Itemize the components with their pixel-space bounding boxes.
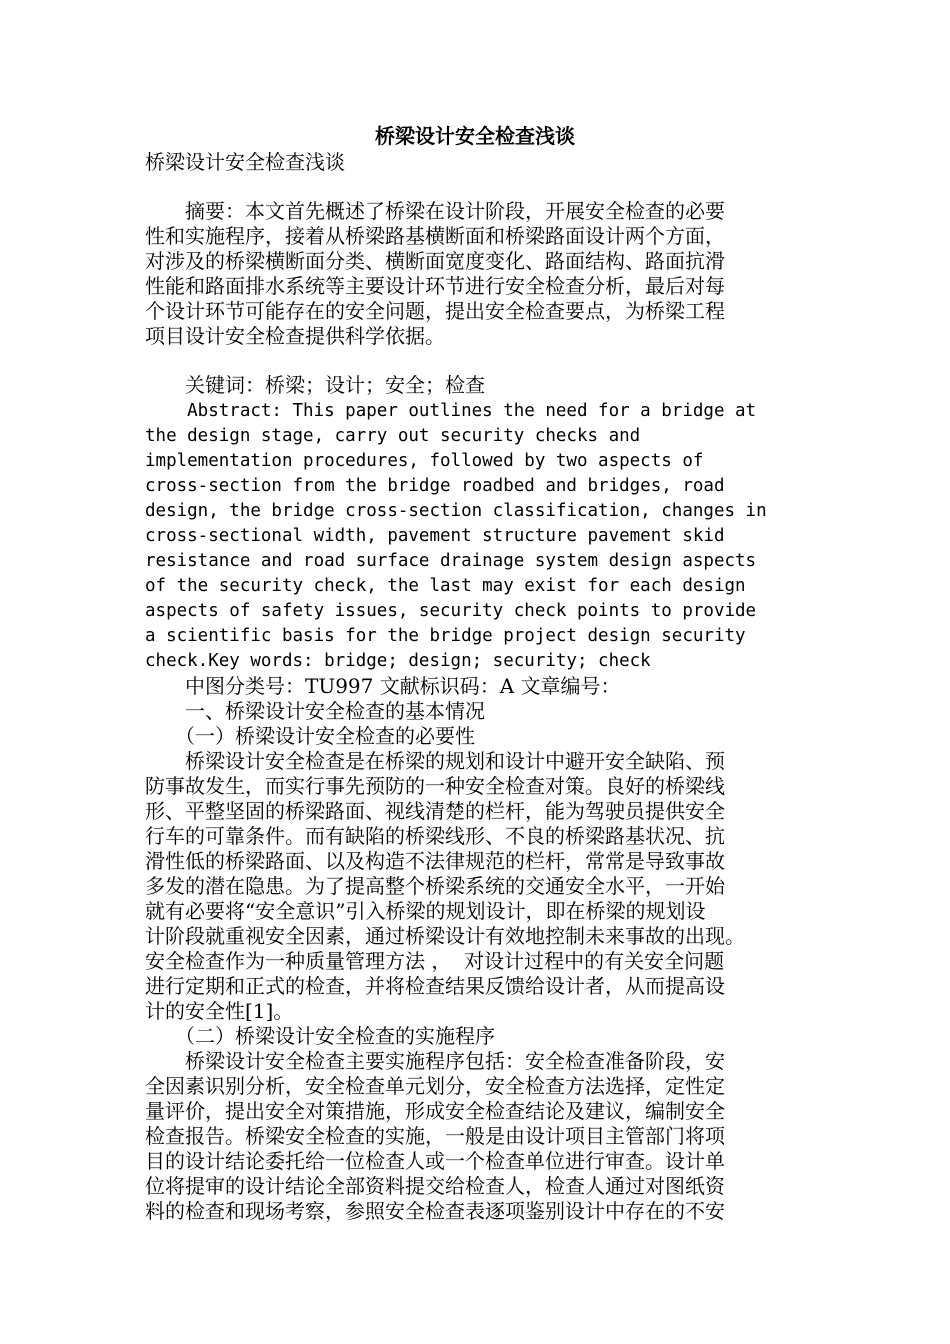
subsection-heading: （二）桥梁设计安全检查的实施程序 [145,1024,495,1048]
body-line: 位将提审的设计结论全部资料提交给检查人，检查人通过对图纸资 [145,1174,725,1198]
abstract-cn-line: 摘要：本文首先概述了桥梁在设计阶段，开展安全检查的必要 [145,199,725,223]
body-line: 桥梁设计安全检查是在桥梁的规划和设计中避开安全缺陷、预 [145,749,725,773]
abstract-en-line: implementation procedures, followed by two aspects of [145,451,704,471]
body-line: 料的检查和现场考察，参照安全检查表逐项鉴别设计中存在的不安 [145,1199,725,1223]
abstract-en-line: cross-sectional width, pavement structure pavement skid [145,526,725,546]
body-line: 行车的可靠条件。而有缺陷的桥梁线形、不良的桥梁路基状况、抗 [145,824,725,848]
classification-line: 中图分类号：TU997 文献标识码：A 文章编号： [145,674,621,698]
body-line: 桥梁设计安全检查主要实施程序包括：安全检查准备阶段，安 [145,1049,725,1073]
body-line: 检查报告。桥梁安全检查的实施，一般是由设计项目主管部门将项 [145,1124,725,1148]
body-line: 防事故发生，而实行事先预防的一种安全检查对策。良好的桥梁线 [145,774,725,798]
abstract-en-line: resistance and road surface drainage system design aspects [145,551,757,571]
abstract-en-line: Abstract: This paper outlines the need for a bridge at [145,401,757,421]
body-line: 全因素识别分析，安全检查单元划分，安全检查方法选择，定性定 [145,1074,725,1098]
abstract-cn-line: 性能和路面排水系统等主要设计环节进行安全检查分析，最后对每 [145,274,725,298]
abstract-en-line: design, the bridge cross-section classification, changes in [145,501,767,521]
subtitle-line: 桥梁设计安全检查浅谈 [145,150,345,174]
section-heading: 一、桥梁设计安全检查的基本情况 [145,699,485,723]
subsection-heading: （一）桥梁设计安全检查的必要性 [145,724,475,748]
abstract-en-line: a scientific basis for the bridge project design security [145,626,746,646]
abstract-en-line: of the security check, the last may exist for each design [145,576,746,596]
keywords-cn-line: 关键词：桥梁；设计；安全；检查 [145,373,485,397]
abstract-cn-line: 性和实施程序，接着从桥梁路基横断面和桥梁路面设计两个方面， [145,224,725,248]
body-line: 计阶段就重视安全因素，通过桥梁设计有效地控制未来事故的出现。 [145,924,745,948]
abstract-en-line: the design stage, carry out security checks and [145,426,641,446]
abstract-cn-line: 项目设计安全检查提供科学依据。 [145,324,445,348]
body-line: 滑性低的桥梁路面、以及构造不法律规范的栏杆，常常是导致事故 [145,849,725,873]
abstract-en-line: check.Key words: bridge; design; security; check [145,651,651,671]
abstract-cn-line: 个设计环节可能存在的安全问题，提出安全检查要点，为桥梁工程 [145,299,725,323]
body-line: 形、平整坚固的桥梁路面、视线清楚的栏杆，能为驾驶员提供安全 [145,799,725,823]
body-line: 量评价，提出安全对策措施，形成安全检查结论及建议，编制安全 [145,1099,725,1123]
body-line: 就有必要将“安全意识”引入桥梁的规划设计，即在桥梁的规划设 [145,899,706,923]
body-line: 目的设计结论委托给一位检查人或一个检查单位进行审查。设计单 [145,1149,725,1173]
body-line: 安全检查作为一种质量管理方法 ， 对设计过程中的有关安全问题 [145,949,725,973]
abstract-cn-line: 对涉及的桥梁横断面分类、横断面宽度变化、路面结构、路面抗滑 [145,249,725,273]
abstract-en-line: cross-section from the bridge roadbed and bridges, road [145,476,725,496]
body-line: 计的安全性[1]。 [145,999,294,1023]
abstract-en-line: aspects of safety issues, security check points to provide [145,601,757,621]
body-line: 进行定期和正式的检查，并将检查结果反馈给设计者，从而提高设 [145,974,725,998]
document-title: 桥梁设计安全检查浅谈 [375,124,575,148]
body-line: 多发的潜在隐患。为了提高整个桥梁系统的交通安全水平，一开始 [145,874,725,898]
